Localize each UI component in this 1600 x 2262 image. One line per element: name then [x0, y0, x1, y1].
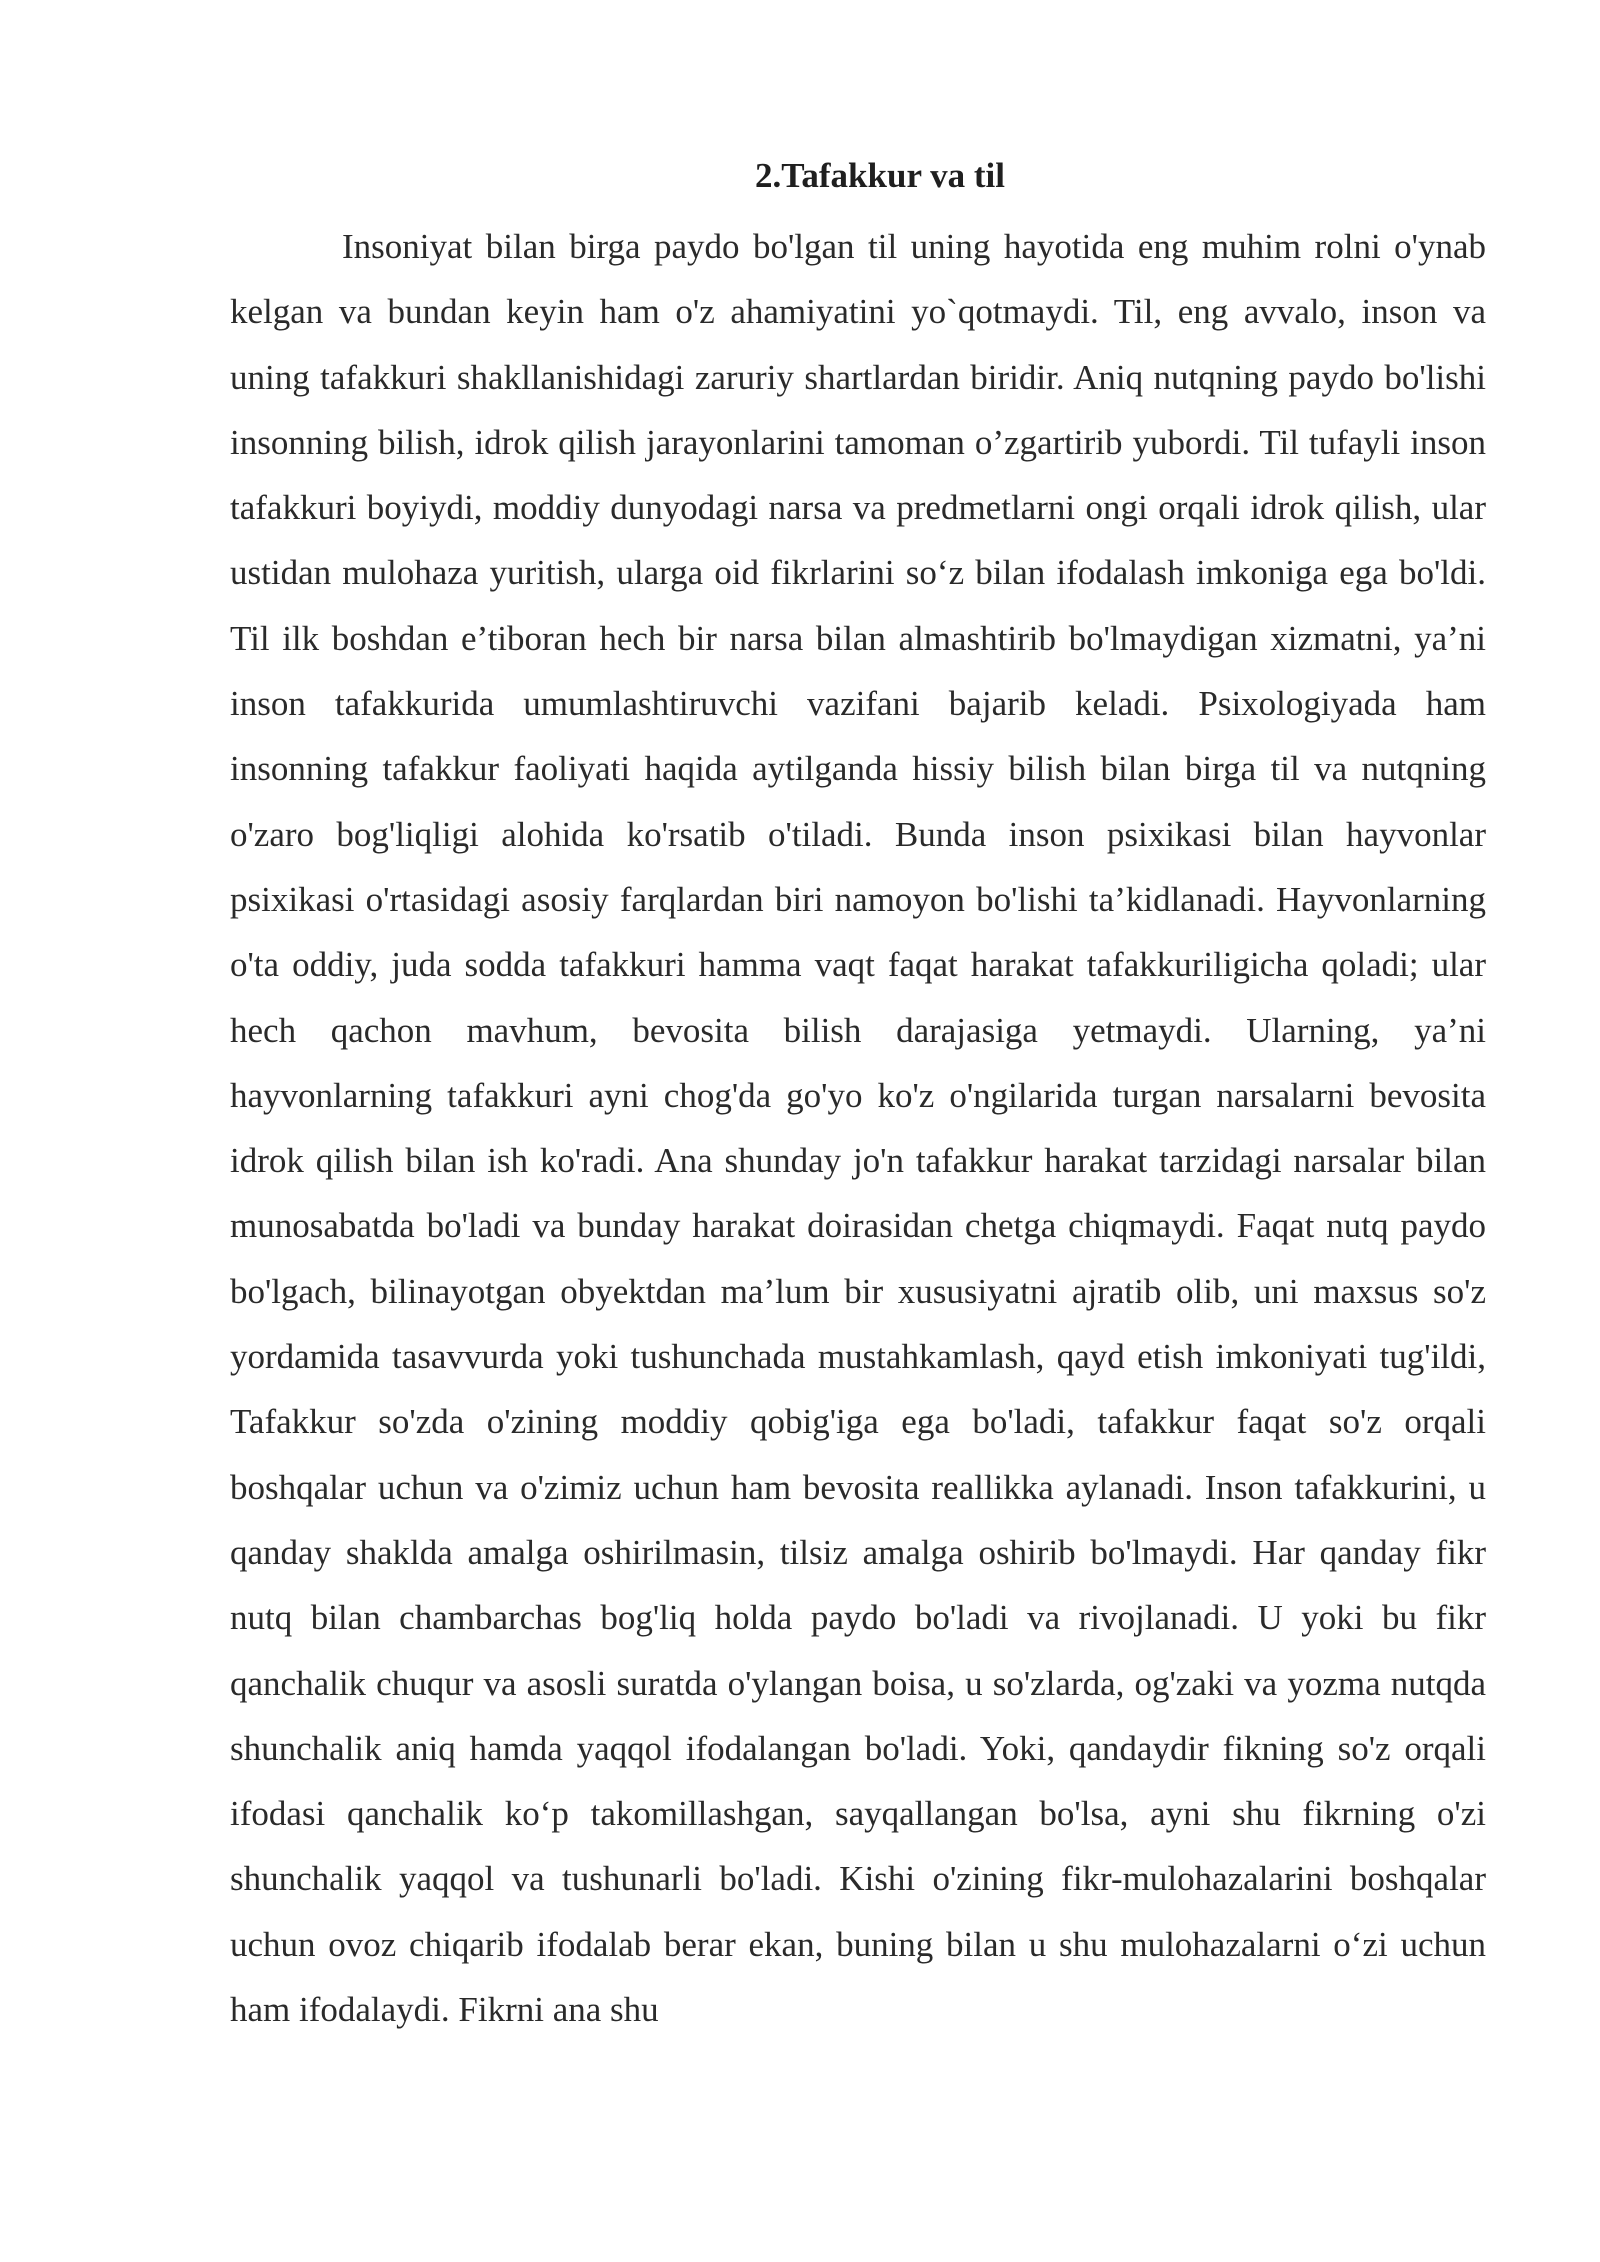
- section-heading: 2.Tafakkur va til: [755, 156, 1005, 195]
- body-paragraph: Insoniyat bilan birga paydo bo'lgan til uning hayotida eng muhim rolni o'ynab kelgan va bundan keyin ham o'z ahamiyatini yo`qotmaydi. Til, eng avvalo, inson va uning tafakkuri shakllanishidagi zaruriy shartlardan biridir. Aniq nutqning paydo bo'lishi insonning bilish, idrok qilish jarayonlarini tamoman o’zgartirib yubordi. Til tufayli inson tafakkuri boyiydi, moddiy dunyodagi narsa va predmetlarni ongi orqali idrok qilish, ular ustidan mulohaza yuritish, ularga oid fikrlarini so‘z bilan ifodalash imkoniga ega bo'ldi. Til ilk boshdan e’tiboran hech bir narsa bilan almashtirib bo'lmaydigan xizmatni, ya’ni inson tafakkurida umumlashtiruvchi vazifani bajarib keladi. Psixologiyada ham insonning tafakkur faoliyati haqida aytilganda hissiy bilish bilan birga til va nutqning o'zaro bog'liqligi alohida ko'rsatib o'tiladi. Bunda inson psixikasi bilan hayvonlar psixikasi o'rtasidagi asosiy farqlardan biri namoyon bo'lishi ta’kidlanadi. Hayvonlarning o'ta oddiy, juda sodda tafakkuri hamma vaqt faqat harakat tafakkuriligicha qoladi; ular hech qachon mavhum, bevosita bilish darajasiga yetmaydi. Ularning, ya’ni hayvonlarning tafakkuri ayni chog'da go'yo ko'z o'ngilarida turgan narsalarni bevosita idrok qilish bilan ish ko'radi. Ana shunday jo'n tafakkur harakat tarzidagi narsalar bilan munosabatda bo'ladi va bunday harakat doirasidan chetga chiqmaydi. Faqat nutq paydo bo'lgach, bilinayotgan obyektdan ma’lum bir xususiyatni ajratib olib, uni maxsus so'z yordamida tasavvurda yoki tushunchada mustahkamlash, qayd etish imkoniyati tug'ildi, Tafakkur so'zda o'zining moddiy qobig'iga ega bo'ladi, tafakkur faqat so'z orqali boshqalar uchun va o'zimiz uchun ham bevosita reallikka aylanadi. Inson tafakkurini, u qanday shaklda amalga oshirilmasin, tilsiz amalga oshirib bo'lmaydi. Har qanday fikr nutq bilan chambarchas bog'liq holda paydo bo'ladi va rivojlanadi. U yoki bu fikr qanchalik chuqur va asosli suratda o'ylangan boisa, u so'zlarda, og'zaki va yozma nutqda shunchalik aniq hamda yaqqol ifodalangan bo'ladi. Yoki, qandaydir fikning so'z orqali ifodasi qanchalik ko‘p takomillashgan, sayqallangan bo'lsa, ayni shu fikrning o'zi shunchalik yaqqol va tushunarli bo'ladi. Kishi o'zining fikr-mulohazalarini boshqalar uchun ovoz chiqarib ifodalab berar ekan, buning bilan u shu mulohazalarni o‘zi uchun ham ifodalaydi. Fikrni ana shu: [230, 227, 1486, 2030]
